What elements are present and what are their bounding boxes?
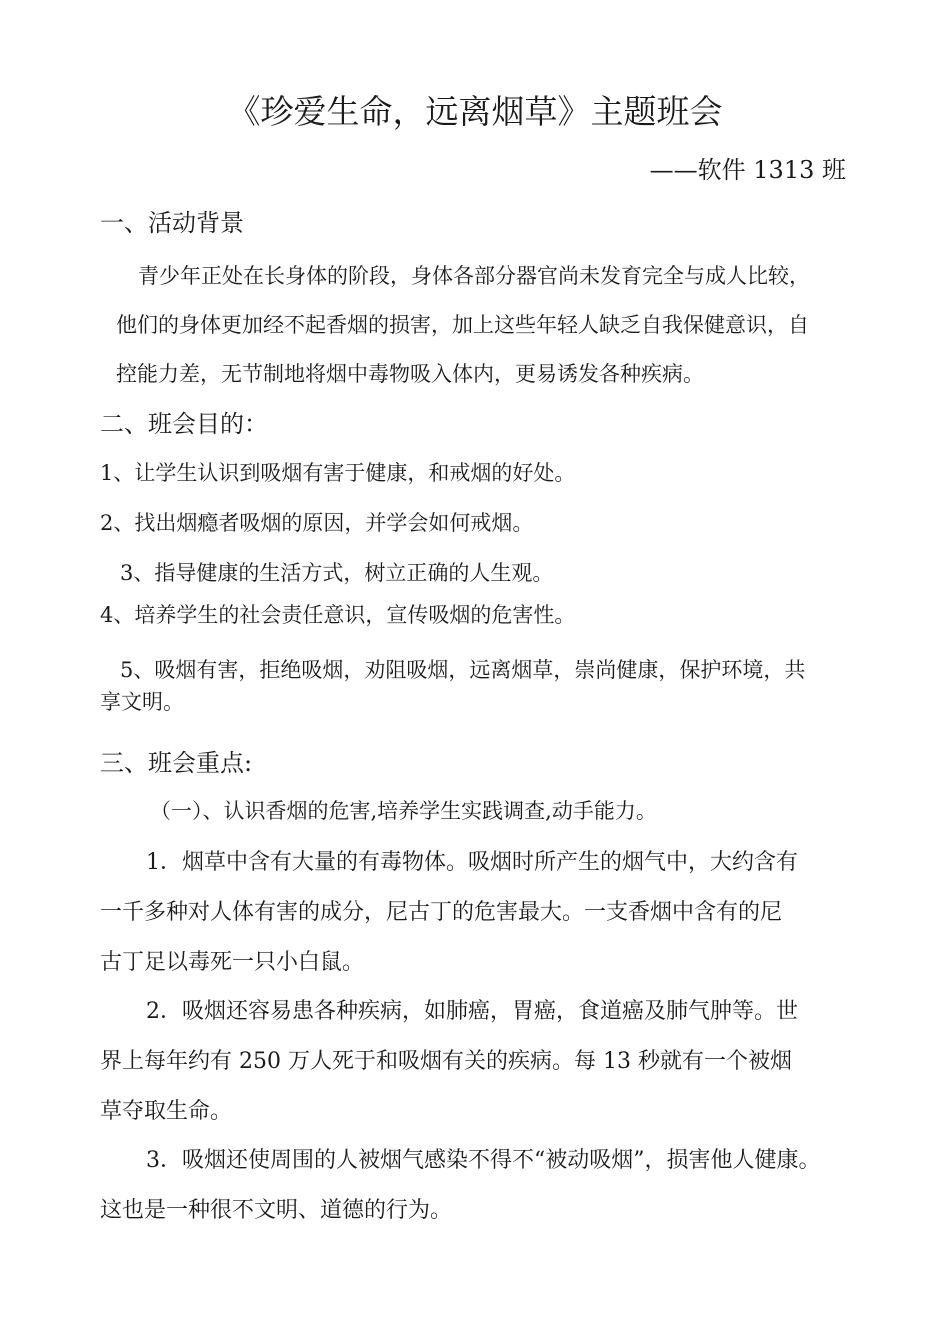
class-signature: ——软件 1313 班: [649, 156, 846, 184]
paragraph-line: 控能力差，无节制地将烟中毒物吸入体内，更易诱发各种疾病。: [116, 362, 704, 386]
list-item: 3、指导健康的生活方式，树立正确的人生观。: [120, 561, 554, 585]
paragraph-line: 青少年正处在长身体的阶段，身体各部分器官尚未发育完全与成人比较，: [138, 264, 810, 288]
list-item-continuation: 享文明。: [100, 690, 184, 714]
list-item: 4、培养学生的社会责任意识，宣传吸烟的危害性。: [100, 603, 576, 627]
section-1-heading: 一、活动背景: [100, 209, 244, 237]
section-2-heading: 二、班会目的：: [100, 410, 268, 438]
paragraph-line: 这也是一种很不文明、道德的行为。: [100, 1198, 453, 1223]
section-3-heading: 三、班会重点:: [100, 749, 253, 777]
paragraph-line: 一千多种对人体有害的成分，尼古丁的危害最大。一支香烟中含有的尼: [100, 900, 783, 925]
paragraph-line: 他们的身体更加经不起香烟的损害，加上这些年轻人缺乏自我保健意识，自: [116, 313, 809, 337]
list-item: 2、找出烟瘾者吸烟的原因，并学会如何戒烟。: [100, 511, 534, 535]
paragraph-line: 2．吸烟还容易患各种疾病，如肺癌，胃癌，食道癌及肺气肿等。世: [146, 999, 798, 1024]
list-item: 5、吸烟有害，拒绝吸烟，劝阻吸烟，远离烟草，崇尚健康，保护环境，共: [120, 658, 806, 682]
page-title: 《珍爱生命，远离烟草》主题班会: [227, 92, 723, 131]
subsection-heading: （一）、认识香烟的危害,培养学生实践调查,动手能力。: [150, 799, 657, 823]
paragraph-line: 界上每年约有 250 万人死于和吸烟有关的疾病。每 13 秒就有一个被烟: [100, 1049, 792, 1074]
list-item: 1、让学生认识到吸烟有害于健康，和戒烟的好处。: [100, 461, 576, 485]
paragraph-line: 古丁足以毒死一只小白鼠。: [100, 950, 365, 975]
paragraph-line: 1．烟草中含有大量的有毒物体。吸烟时所产生的烟气中，大约含有: [146, 850, 798, 875]
paragraph-line: 3．吸烟还使周围的人被烟气感染不得不“被动吸烟”，损害他人健康。: [146, 1148, 821, 1173]
paragraph-line: 草夺取生命。: [100, 1099, 233, 1124]
